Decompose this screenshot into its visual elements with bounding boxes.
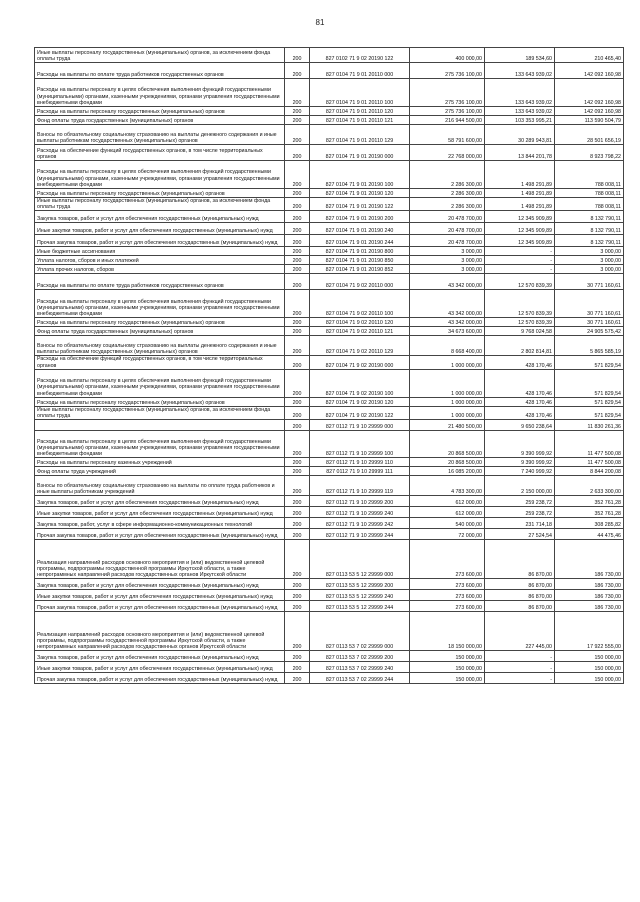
- cell-code: 827 0113 53 5 12 29999 244: [310, 601, 410, 612]
- cell-unexecuted: 571 829,54: [555, 406, 624, 419]
- cell-desc: Расходы на выплаты персоналу в целях обеспечения выполнения функций государственными (муниципальными) органами, казенными учреждениями, органами управления государственными внебюджетными фондами: [35, 290, 285, 318]
- cell-desc: Реализация направлений расходов основного мероприятия и (или) ведомственной целевой программы, подпрограммы государственной программы Иркутской области, а также непрограммных направлений расходов государственных органов Иркутской области: [35, 612, 285, 651]
- cell-approved: 1 000 000,00: [410, 356, 485, 369]
- cell-desc: Взносы по обязательному социальному страхованию на выплаты по оплате труда работников и иные выплаты работникам учреждений: [35, 476, 285, 496]
- cell-desc: Иные бюджетные ассигнования: [35, 247, 285, 256]
- cell-unexecuted: 186 730,00: [555, 579, 624, 590]
- cell-unexecuted: 142 092 160,98: [555, 79, 624, 107]
- cell-executed: -: [485, 651, 555, 662]
- cell-unexecuted: 30 771 160,61: [555, 318, 624, 327]
- table-row: [35, 79, 624, 107]
- cell-line: 200: [285, 612, 310, 651]
- cell-desc: Расходы на выплаты персоналу казенных учреждений: [35, 458, 285, 467]
- cell-code: 827 0104 71 9 01 20110 100: [310, 79, 410, 107]
- cell-unexecuted: 308 285,82: [555, 518, 624, 529]
- cell-executed: 86 870,00: [485, 590, 555, 601]
- cell-approved: 20 478 700,00: [410, 223, 485, 235]
- cell-approved: 20 478 700,00: [410, 235, 485, 247]
- cell-approved: 540 000,00: [410, 518, 485, 529]
- cell-approved: 34 673 600,00: [410, 327, 485, 336]
- table-row: [35, 651, 624, 662]
- cell-desc: Прочая закупка товаров, работ и услуг для обеспечения государственных (муниципальных) нужд: [35, 601, 285, 612]
- table-row: [35, 161, 624, 189]
- cell-code: 827 0104 71 9 02 20190 120: [310, 397, 410, 406]
- table-row: [35, 590, 624, 601]
- cell-code: 827 0112 71 9 10 29999 244: [310, 529, 410, 540]
- cell-line: 200: [285, 79, 310, 107]
- cell-line: 200: [285, 540, 310, 579]
- cell-approved: 1 000 000,00: [410, 397, 485, 406]
- table-row: [35, 189, 624, 198]
- cell-line: 200: [285, 601, 310, 612]
- cell-unexecuted: 150 000,00: [555, 651, 624, 662]
- cell-unexecuted: 11 477 500,08: [555, 458, 624, 467]
- table-row: [35, 458, 624, 467]
- cell-unexecuted: 8 132 790,11: [555, 235, 624, 247]
- cell-code: 827 0112 71 9 10 29999 111: [310, 467, 410, 476]
- cell-desc: Закупка товаров, работ и услуг для обеспечения государственных (муниципальных) нужд: [35, 496, 285, 507]
- table-row: [35, 496, 624, 507]
- cell-executed: 12 570 839,39: [485, 274, 555, 290]
- cell-unexecuted: 44 475,46: [555, 529, 624, 540]
- cell-desc: Иные закупки товаров, работ и услуг для обеспечения государственных (муниципальных) нужд: [35, 662, 285, 673]
- table-row: [35, 529, 624, 540]
- cell-unexecuted: 186 730,00: [555, 601, 624, 612]
- cell-executed: 133 643 939,02: [485, 107, 555, 116]
- cell-executed: 428 170,46: [485, 397, 555, 406]
- cell-line: 200: [285, 406, 310, 419]
- cell-unexecuted: 2 633 300,00: [555, 476, 624, 496]
- cell-line: 200: [285, 48, 310, 63]
- cell-code: 827 0104 71 9 02 20110 100: [310, 290, 410, 318]
- cell-approved: 72 000,00: [410, 529, 485, 540]
- cell-executed: 86 870,00: [485, 601, 555, 612]
- table-row: [35, 290, 624, 318]
- table-row: [35, 145, 624, 161]
- cell-desc: Расходы на обеспечение функций государственных органов, в том числе территориальных органов: [35, 145, 285, 161]
- cell-unexecuted: 113 590 504,79: [555, 116, 624, 125]
- table-row: [35, 579, 624, 590]
- cell-line: 200: [285, 211, 310, 223]
- cell-desc: Фонд оплаты труда учреждений: [35, 467, 285, 476]
- cell-executed: 428 170,46: [485, 406, 555, 419]
- cell-line: 200: [285, 265, 310, 274]
- cell-code: 827 0112 71 9 10 29999 242: [310, 518, 410, 529]
- cell-approved: 275 736 100,00: [410, 79, 485, 107]
- table-row: [35, 540, 624, 579]
- table-row: [35, 476, 624, 496]
- cell-line: 200: [285, 145, 310, 161]
- cell-desc: Закупка товаров, работ и услуг для обеспечения государственных (муниципальных) нужд: [35, 579, 285, 590]
- cell-code: 827 0112 71 9 10 29999 000: [310, 420, 410, 431]
- cell-executed: 428 170,46: [485, 369, 555, 397]
- cell-desc: Реализация направлений расходов основного мероприятия и (или) ведомственной целевой программы, подпрограммы государственной программы Иркутской области, а также непрограммных направлений расходов государственных органов Иркутской области: [35, 540, 285, 579]
- cell-unexecuted: 142 092 160,98: [555, 107, 624, 116]
- cell-executed: 9 390 999,92: [485, 458, 555, 467]
- table-row: [35, 397, 624, 406]
- cell-approved: 58 791 600,00: [410, 125, 485, 145]
- cell-approved: 273 600,00: [410, 590, 485, 601]
- cell-desc: Расходы на обеспечение функций государственных органов, в том числе территориальных органов: [35, 356, 285, 369]
- cell-code: 827 0104 71 9 02 20190 122: [310, 406, 410, 419]
- cell-executed: -: [485, 247, 555, 256]
- table-row: [35, 406, 624, 419]
- cell-approved: 20 478 700,00: [410, 211, 485, 223]
- cell-code: 827 0104 71 9 02 20110 120: [310, 318, 410, 327]
- table-row: [35, 63, 624, 79]
- budget-table: [34, 47, 624, 684]
- table-row: [35, 247, 624, 256]
- cell-approved: 2 286 300,00: [410, 189, 485, 198]
- cell-approved: 273 600,00: [410, 579, 485, 590]
- cell-executed: 12 345 909,89: [485, 223, 555, 235]
- cell-desc: Расходы на выплаты персоналу государственных (муниципальных) органов: [35, 189, 285, 198]
- cell-code: 827 0104 71 9 02 20110 000: [310, 274, 410, 290]
- cell-approved: 275 736 100,00: [410, 63, 485, 79]
- cell-line: 200: [285, 420, 310, 431]
- cell-unexecuted: 3 000,00: [555, 256, 624, 265]
- cell-approved: 16 085 200,00: [410, 467, 485, 476]
- cell-unexecuted: 571 829,54: [555, 369, 624, 397]
- cell-unexecuted: 788 008,11: [555, 161, 624, 189]
- cell-unexecuted: 5 865 585,19: [555, 336, 624, 356]
- cell-executed: 428 170,46: [485, 356, 555, 369]
- cell-code: 827 0104 71 9 01 20110 120: [310, 107, 410, 116]
- cell-code: 827 0112 71 9 10 29999 110: [310, 458, 410, 467]
- cell-unexecuted: 352 761,28: [555, 496, 624, 507]
- cell-approved: 20 868 500,00: [410, 458, 485, 467]
- cell-executed: 86 870,00: [485, 579, 555, 590]
- table-row: [35, 327, 624, 336]
- table-row: [35, 48, 624, 63]
- table-row: [35, 507, 624, 518]
- table-row: [35, 431, 624, 458]
- cell-unexecuted: 8 132 790,11: [555, 211, 624, 223]
- cell-desc: Уплата прочих налогов, сборов: [35, 265, 285, 274]
- cell-code: 827 0104 71 9 01 20190 850: [310, 256, 410, 265]
- cell-executed: 103 353 995,21: [485, 116, 555, 125]
- cell-unexecuted: 210 465,40: [555, 48, 624, 63]
- cell-approved: 2 286 300,00: [410, 198, 485, 211]
- cell-approved: 21 480 500,00: [410, 420, 485, 431]
- cell-approved: 216 944 500,00: [410, 116, 485, 125]
- cell-unexecuted: 788 008,11: [555, 189, 624, 198]
- cell-line: 200: [285, 673, 310, 684]
- cell-line: 200: [285, 161, 310, 189]
- table-row: [35, 256, 624, 265]
- cell-line: 200: [285, 431, 310, 458]
- cell-desc: Расходы на выплаты персоналу государственных (муниципальных) органов: [35, 318, 285, 327]
- cell-approved: 3 000,00: [410, 256, 485, 265]
- cell-desc: [35, 420, 285, 431]
- table-row: [35, 420, 624, 431]
- cell-code: 827 0104 71 9 01 20190 122: [310, 198, 410, 211]
- cell-line: 200: [285, 318, 310, 327]
- cell-executed: 30 289 943,81: [485, 125, 555, 145]
- cell-desc: Расходы на выплаты персоналу в целях обеспечения выполнения функций государственными (муниципальными) органами, казенными учреждениями, органами управления государственными внебюджетными фондами: [35, 161, 285, 189]
- cell-line: 200: [285, 223, 310, 235]
- cell-desc: Иные закупки товаров, работ и услуг для обеспечения государственных (муниципальных) нужд: [35, 223, 285, 235]
- cell-approved: 43 342 000,00: [410, 290, 485, 318]
- cell-unexecuted: 352 761,28: [555, 507, 624, 518]
- cell-desc: Расходы на выплаты персоналу государственных (муниципальных) органов: [35, 107, 285, 116]
- cell-unexecuted: 8 923 798,22: [555, 145, 624, 161]
- cell-code: 827 0104 71 9 01 20190 800: [310, 247, 410, 256]
- cell-executed: 12 345 909,89: [485, 235, 555, 247]
- cell-unexecuted: 11 477 500,08: [555, 431, 624, 458]
- cell-desc: Прочая закупка товаров, работ и услуг для обеспечения государственных (муниципальных) нужд: [35, 673, 285, 684]
- cell-unexecuted: 8 844 200,08: [555, 467, 624, 476]
- cell-desc: Фонд оплаты труда государственных (муниципальных) органов: [35, 116, 285, 125]
- cell-desc: Расходы на выплаты по оплате труда работников государственных органов: [35, 63, 285, 79]
- cell-executed: 12 345 909,89: [485, 211, 555, 223]
- cell-code: 827 0104 71 9 01 20190 240: [310, 223, 410, 235]
- cell-unexecuted: 150 000,00: [555, 673, 624, 684]
- cell-approved: 18 150 000,00: [410, 612, 485, 651]
- cell-desc: Фонд оплаты труда государственных (муниципальных) органов: [35, 327, 285, 336]
- table-row: [35, 369, 624, 397]
- cell-code: 827 0104 71 9 02 20110 121: [310, 327, 410, 336]
- cell-desc: Иные закупки товаров, работ и услуг для обеспечения государственных (муниципальных) нужд: [35, 590, 285, 601]
- cell-code: 827 0104 71 9 01 20190 200: [310, 211, 410, 223]
- cell-code: 827 0113 53 5 12 29999 200: [310, 579, 410, 590]
- cell-code: 827 0113 53 7 02 29999 200: [310, 651, 410, 662]
- cell-line: 200: [285, 247, 310, 256]
- cell-approved: 43 342 000,00: [410, 318, 485, 327]
- cell-code: 827 0113 53 7 02 29999 000: [310, 612, 410, 651]
- cell-desc: Иные выплаты персоналу государственных (муниципальных) органов, за исключением фонда оплаты труда: [35, 48, 285, 63]
- cell-executed: 1 498 291,89: [485, 198, 555, 211]
- cell-executed: 9 650 238,64: [485, 420, 555, 431]
- cell-line: 200: [285, 397, 310, 406]
- cell-executed: 133 643 939,02: [485, 63, 555, 79]
- cell-code: 827 0102 71 9 02 20190 122: [310, 48, 410, 63]
- cell-desc: Закупка товаров, работ и услуг для обеспечения государственных (муниципальных) нужд: [35, 651, 285, 662]
- cell-unexecuted: 571 829,54: [555, 356, 624, 369]
- table-row: [35, 673, 624, 684]
- cell-line: 200: [285, 590, 310, 601]
- cell-approved: 273 600,00: [410, 540, 485, 579]
- cell-approved: 43 342 000,00: [410, 274, 485, 290]
- cell-executed: 189 534,60: [485, 48, 555, 63]
- cell-unexecuted: 11 830 261,36: [555, 420, 624, 431]
- cell-code: 827 0113 53 7 02 29999 244: [310, 673, 410, 684]
- cell-line: 200: [285, 256, 310, 265]
- cell-executed: 259 238,72: [485, 496, 555, 507]
- cell-line: 200: [285, 476, 310, 496]
- cell-approved: 150 000,00: [410, 651, 485, 662]
- cell-approved: 3 000,00: [410, 247, 485, 256]
- cell-approved: 275 736 100,00: [410, 107, 485, 116]
- cell-executed: 133 643 939,02: [485, 79, 555, 107]
- cell-code: 827 0113 53 5 12 29999 000: [310, 540, 410, 579]
- cell-line: 200: [285, 235, 310, 247]
- cell-executed: 86 870,00: [485, 540, 555, 579]
- cell-approved: 22 768 000,00: [410, 145, 485, 161]
- cell-executed: 13 844 201,78: [485, 145, 555, 161]
- cell-line: 200: [285, 651, 310, 662]
- cell-unexecuted: 150 000,00: [555, 662, 624, 673]
- cell-executed: 9 768 024,58: [485, 327, 555, 336]
- cell-unexecuted: 28 501 656,19: [555, 125, 624, 145]
- cell-executed: 2 802 814,81: [485, 336, 555, 356]
- table-row: [35, 265, 624, 274]
- table-row: [35, 235, 624, 247]
- cell-executed: 12 570 839,39: [485, 318, 555, 327]
- cell-line: 200: [285, 579, 310, 590]
- cell-approved: 400 000,00: [410, 48, 485, 63]
- cell-code: 827 0112 71 9 10 29999 100: [310, 431, 410, 458]
- table-row: [35, 107, 624, 116]
- cell-approved: 8 668 400,00: [410, 336, 485, 356]
- cell-executed: 7 240 999,92: [485, 467, 555, 476]
- cell-code: 827 0112 71 9 10 29999 200: [310, 496, 410, 507]
- cell-unexecuted: 571 829,54: [555, 397, 624, 406]
- cell-unexecuted: 186 730,00: [555, 540, 624, 579]
- cell-executed: 231 714,18: [485, 518, 555, 529]
- cell-code: 827 0112 71 9 10 29999 240: [310, 507, 410, 518]
- cell-line: 200: [285, 507, 310, 518]
- cell-code: 827 0112 71 9 10 29999 119: [310, 476, 410, 496]
- cell-approved: 273 600,00: [410, 601, 485, 612]
- cell-code: 827 0113 53 5 12 29999 240: [310, 590, 410, 601]
- cell-executed: 1 498 291,89: [485, 161, 555, 189]
- cell-unexecuted: 24 905 575,42: [555, 327, 624, 336]
- table-row: [35, 223, 624, 235]
- cell-approved: 612 000,00: [410, 507, 485, 518]
- cell-desc: Расходы на выплаты по оплате труда работников государственных органов: [35, 274, 285, 290]
- cell-code: 827 0104 71 9 01 20190 120: [310, 189, 410, 198]
- cell-code: 827 0104 71 9 01 20190 000: [310, 145, 410, 161]
- cell-code: 827 0104 71 9 02 20190 100: [310, 369, 410, 397]
- cell-line: 200: [285, 369, 310, 397]
- cell-desc: Закупка товаров, работ и услуг для обеспечения государственных (муниципальных) нужд: [35, 211, 285, 223]
- cell-unexecuted: 142 092 160,98: [555, 63, 624, 79]
- cell-executed: 12 570 839,39: [485, 290, 555, 318]
- cell-line: 200: [285, 496, 310, 507]
- cell-line: 200: [285, 662, 310, 673]
- cell-desc: Расходы на выплаты персоналу в целях обеспечения выполнения функций государственными (муниципальными) органами, казенными учреждениями, органами управления государственными внебюджетными фондами: [35, 431, 285, 458]
- table-row: [35, 211, 624, 223]
- cell-unexecuted: 8 132 790,11: [555, 223, 624, 235]
- cell-line: 200: [285, 63, 310, 79]
- cell-approved: 1 000 000,00: [410, 406, 485, 419]
- cell-line: 200: [285, 107, 310, 116]
- cell-executed: 2 150 000,00: [485, 476, 555, 496]
- cell-line: 200: [285, 336, 310, 356]
- cell-desc: Иные выплаты персоналу государственных (муниципальных) органов, за исключением фонда оплаты труда: [35, 198, 285, 211]
- cell-line: 200: [285, 198, 310, 211]
- cell-approved: 3 000,00: [410, 265, 485, 274]
- table-row: [35, 116, 624, 125]
- cell-line: 200: [285, 529, 310, 540]
- cell-code: 827 0104 71 9 01 20110 000: [310, 63, 410, 79]
- cell-line: 200: [285, 290, 310, 318]
- cell-executed: 259 238,72: [485, 507, 555, 518]
- table-row: [35, 336, 624, 356]
- cell-unexecuted: 30 771 160,61: [555, 274, 624, 290]
- cell-desc: Взносы по обязательному социальному страхованию на выплаты денежного содержания и иные выплаты работникам государственных (муниципальных) органов: [35, 336, 285, 356]
- cell-desc: Иные выплаты персоналу государственных (муниципальных) органов, за исключением фонда оплаты труда: [35, 406, 285, 419]
- cell-desc: Закупка товаров, работ, услуг в сфере информационно-коммуникационных технологий: [35, 518, 285, 529]
- cell-unexecuted: 3 000,00: [555, 247, 624, 256]
- table-row: [35, 274, 624, 290]
- table-row: [35, 198, 624, 211]
- table-row: [35, 518, 624, 529]
- cell-code: 827 0113 53 7 02 29999 240: [310, 662, 410, 673]
- cell-desc: Прочая закупка товаров, работ и услуг для обеспечения государственных (муниципальных) нужд: [35, 529, 285, 540]
- cell-desc: Расходы на выплаты персоналу государственных (муниципальных) органов: [35, 397, 285, 406]
- cell-approved: 2 286 300,00: [410, 161, 485, 189]
- cell-approved: 4 783 300,00: [410, 476, 485, 496]
- cell-unexecuted: 186 730,00: [555, 590, 624, 601]
- cell-code: 827 0104 71 9 01 20190 100: [310, 161, 410, 189]
- cell-line: 200: [285, 189, 310, 198]
- cell-line: 200: [285, 458, 310, 467]
- cell-executed: -: [485, 662, 555, 673]
- cell-executed: 227 445,00: [485, 612, 555, 651]
- cell-executed: 27 524,54: [485, 529, 555, 540]
- cell-line: 200: [285, 518, 310, 529]
- cell-approved: 612 000,00: [410, 496, 485, 507]
- cell-code: 827 0104 71 9 01 20110 121: [310, 116, 410, 125]
- cell-line: 200: [285, 327, 310, 336]
- cell-line: 200: [285, 125, 310, 145]
- cell-desc: Расходы на выплаты персоналу в целях обеспечения выполнения функций государственными (муниципальными) органами, казенными учреждениями, органами управления государственными внебюджетными фондами: [35, 369, 285, 397]
- table-row: [35, 125, 624, 145]
- cell-executed: -: [485, 256, 555, 265]
- cell-line: 200: [285, 356, 310, 369]
- cell-desc: Расходы на выплаты персоналу в целях обеспечения выполнения функций государственными (муниципальными) органами, казенными учреждениями, органами управления государственными внебюджетными фондами: [35, 79, 285, 107]
- cell-approved: 150 000,00: [410, 662, 485, 673]
- cell-approved: 150 000,00: [410, 673, 485, 684]
- table-row: [35, 612, 624, 651]
- cell-executed: -: [485, 673, 555, 684]
- cell-line: 200: [285, 467, 310, 476]
- cell-desc: Взносы по обязательному социальному страхованию на выплаты денежного содержания и иные выплаты работникам государственных (муниципальных) органов: [35, 125, 285, 145]
- cell-unexecuted: 3 000,00: [555, 265, 624, 274]
- cell-code: 827 0104 71 9 01 20190 852: [310, 265, 410, 274]
- cell-line: 200: [285, 274, 310, 290]
- table-row: [35, 662, 624, 673]
- cell-code: 827 0104 71 9 02 20190 000: [310, 356, 410, 369]
- cell-code: 827 0104 71 9 02 20110 129: [310, 336, 410, 356]
- table-row: [35, 467, 624, 476]
- cell-unexecuted: 17 922 555,00: [555, 612, 624, 651]
- table-row: [35, 318, 624, 327]
- cell-unexecuted: 30 771 160,61: [555, 290, 624, 318]
- cell-code: 827 0104 71 9 01 20110 129: [310, 125, 410, 145]
- budget-table-body: [35, 48, 624, 684]
- cell-executed: 1 498 291,89: [485, 189, 555, 198]
- table-row: [35, 356, 624, 369]
- cell-desc: Уплата налогов, сборов и иных платежей: [35, 256, 285, 265]
- cell-desc: Иные закупки товаров, работ и услуг для обеспечения государственных (муниципальных) нужд: [35, 507, 285, 518]
- cell-desc: Прочая закупка товаров, работ и услуг для обеспечения государственных (муниципальных) нужд: [35, 235, 285, 247]
- cell-executed: 9 390 999,92: [485, 431, 555, 458]
- cell-code: 827 0104 71 9 01 20190 244: [310, 235, 410, 247]
- cell-approved: 20 868 500,00: [410, 431, 485, 458]
- cell-executed: -: [485, 265, 555, 274]
- cell-unexecuted: 788 008,11: [555, 198, 624, 211]
- table-row: [35, 601, 624, 612]
- page-number: 81: [315, 18, 325, 27]
- cell-line: 200: [285, 116, 310, 125]
- cell-approved: 1 000 000,00: [410, 369, 485, 397]
